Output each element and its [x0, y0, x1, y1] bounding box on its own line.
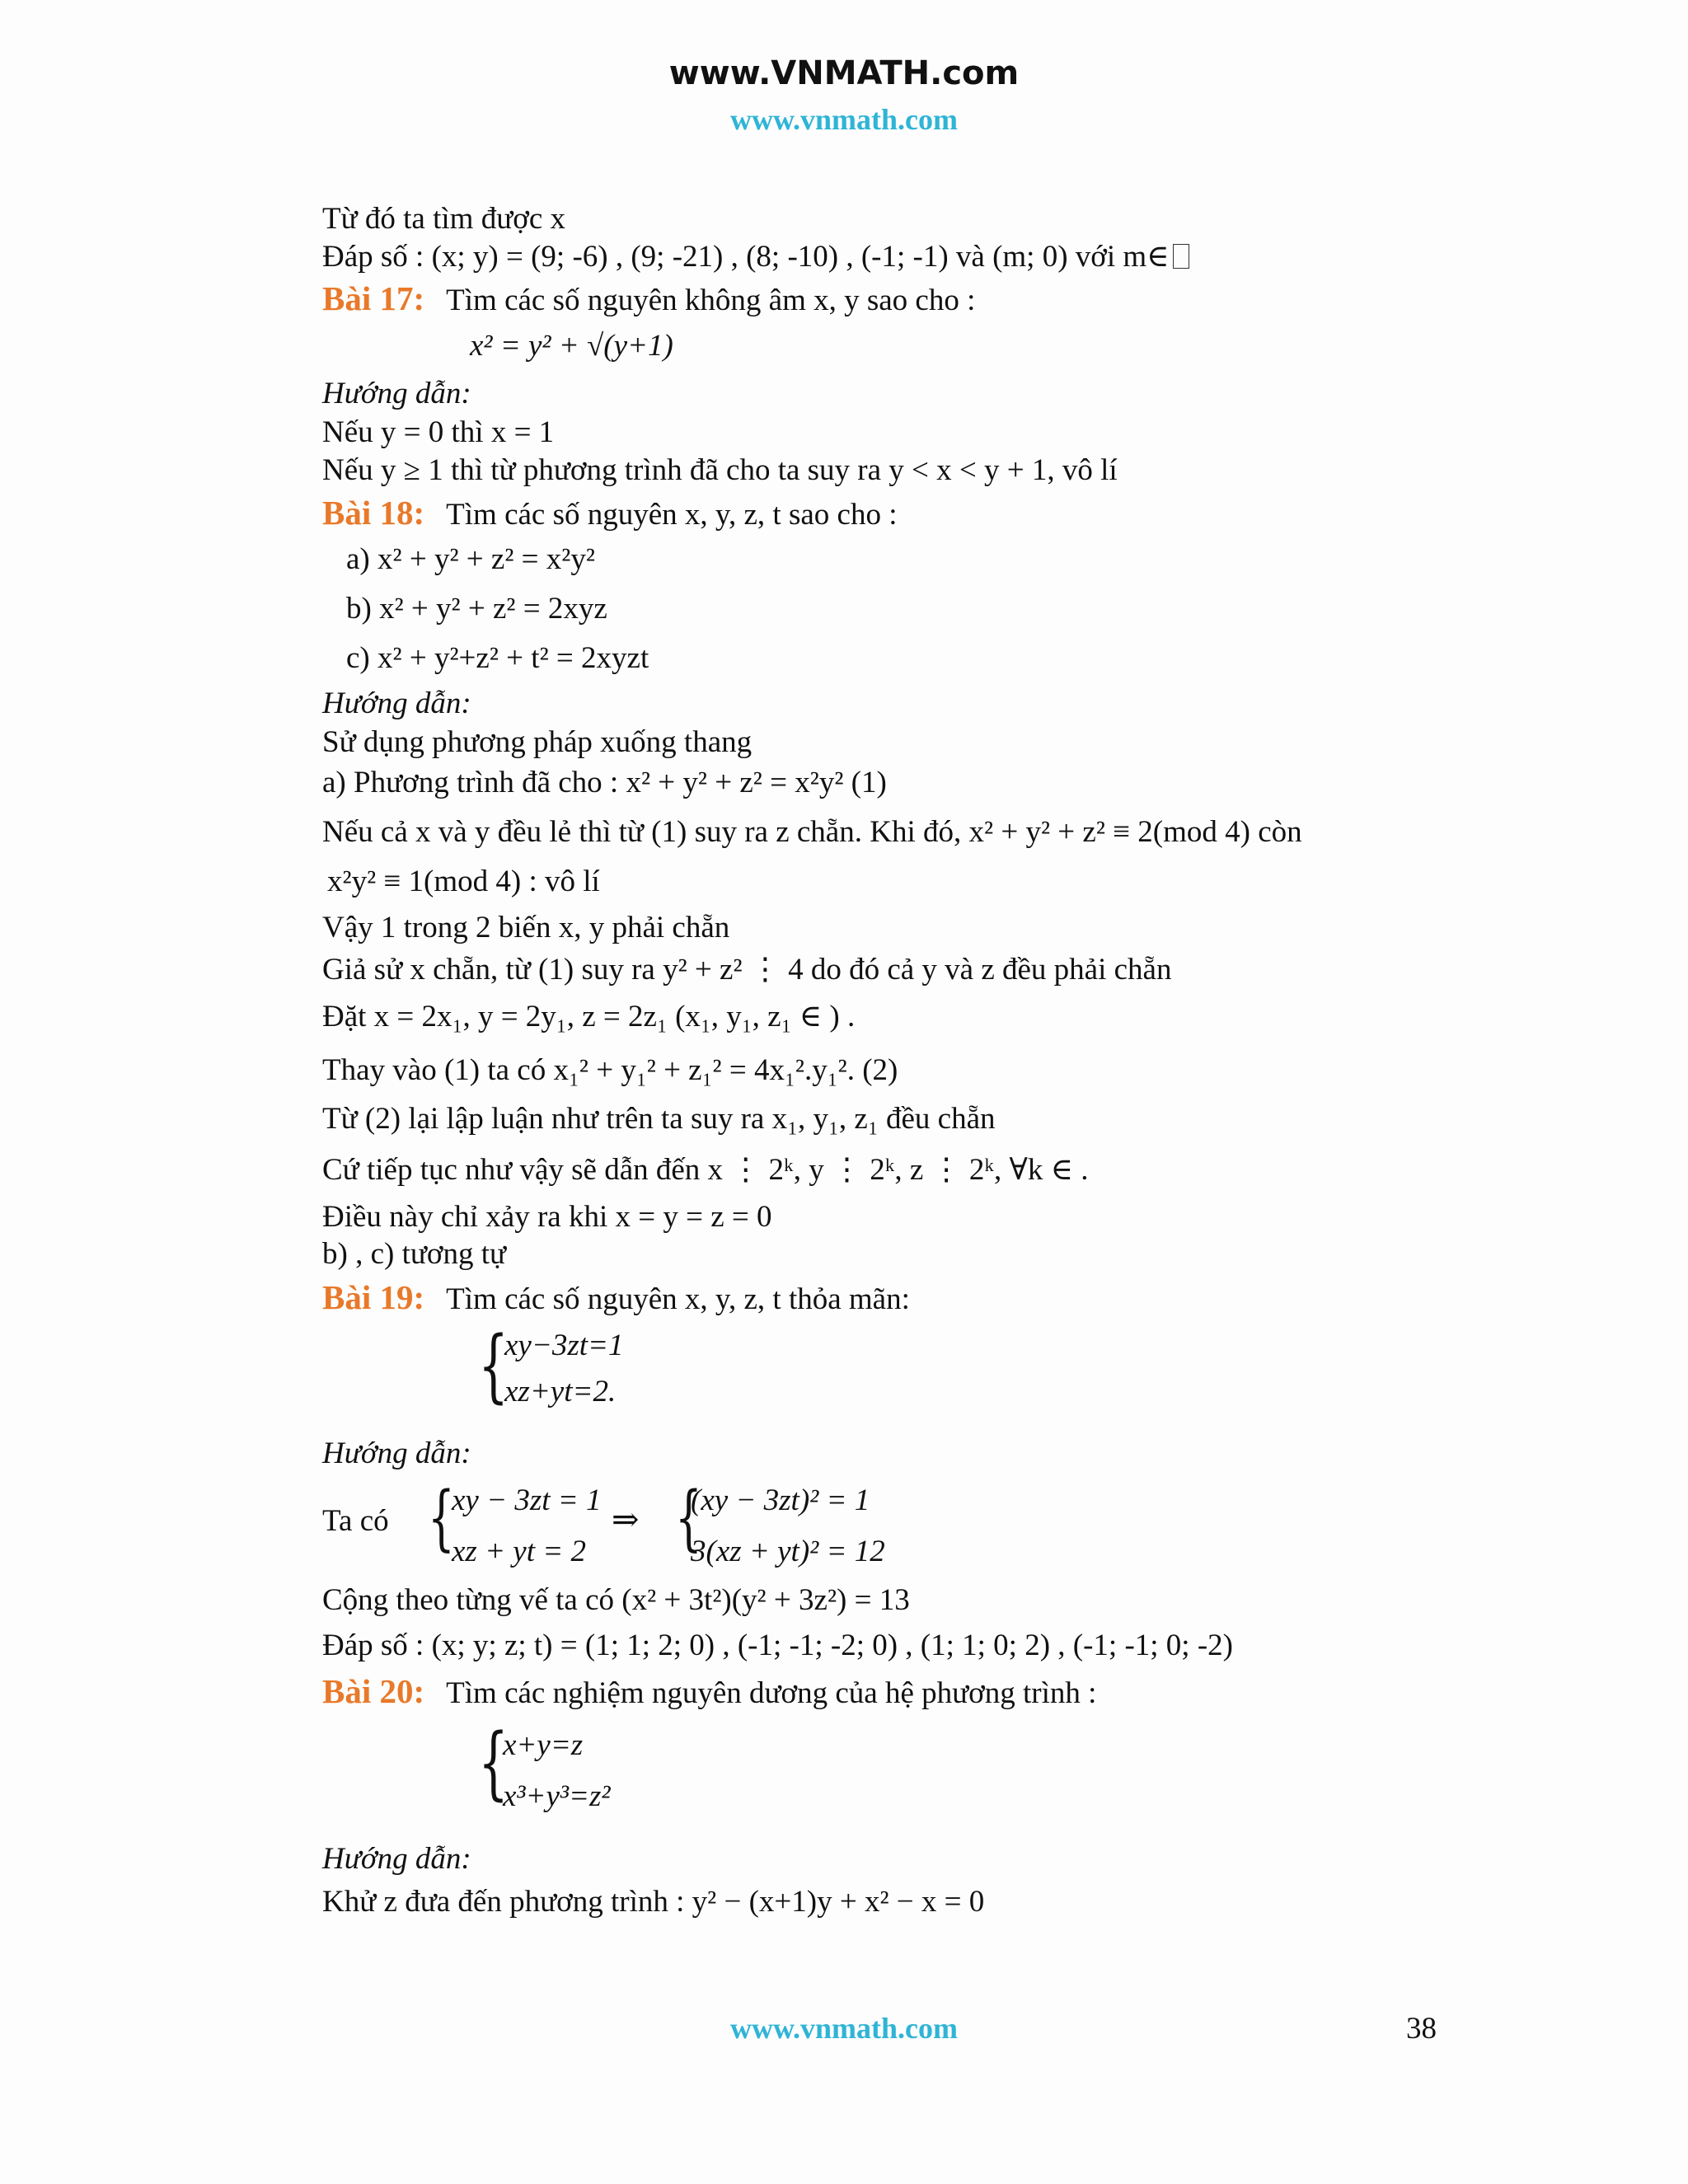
text-line: Khử z đưa đến phương trình : y² − (x+1)y + x² − x = 0 — [322, 1885, 985, 1919]
text-line: Giả sử x chẵn, từ (1) suy ra y² + z² ⋮ 4 do đó cả y và z đều phải chẵn — [322, 953, 1172, 987]
left-brace-icon: { — [427, 1477, 455, 1559]
equation-c: c) x² + y²+z² + t² = 2xyzt — [346, 641, 649, 675]
bai-18-label: Bài 18: — [322, 494, 425, 532]
text-line: Nếu y ≥ 1 thì từ phương trình đã cho ta suy ra y < x < y + 1, vô lí — [322, 453, 1118, 487]
footer-url[interactable]: www.vnmath.com — [730, 2012, 958, 2045]
equation-a: a) x² + y² + z² = x²y² — [346, 542, 595, 576]
text-line: Nếu y = 0 thì x = 1 — [322, 415, 555, 449]
site-brand: www.VNMATH.com — [668, 54, 1020, 92]
hint-heading: Hướng dẫn: — [322, 1436, 471, 1470]
system-line: xy − 3zt = 1 — [452, 1483, 602, 1517]
system-line: 3(xz + yt)² = 12 — [691, 1535, 885, 1568]
bai-17-heading: Bài 17: Tìm các số nguyên không âm x, y sao cho : — [322, 279, 976, 317]
bai-20-system — [468, 1717, 611, 1813]
text-line: b) , c) tương tự — [322, 1237, 507, 1271]
text-line: a) Phương trình đã cho : x² + y² + z² = x²y² (1) — [322, 766, 887, 799]
text-line: Đặt x = 2x₁, y = 2y₁, z = 2z₁ (x₁, y₁, z₁ ∈ ) . — [322, 1000, 856, 1033]
text-line: Điều này chỉ xảy ra khi x = y = z = 0 — [322, 1200, 772, 1234]
text-line: x²y² ≡ 1(mod 4) : vô lí — [327, 865, 600, 898]
text-line: Đáp số : (x; y; z; t) = (1; 1; 2; 0) , (-1; -1; -2; 0) , (1; 1; 0; 2) , (-1; -1; 0; -2) — [322, 1629, 1233, 1662]
text-line: Vậy 1 trong 2 biến x, y phải chẵn — [322, 911, 730, 944]
hint-heading: Hướng dẫn: — [322, 377, 471, 410]
bai-20-label: Bài 20: — [322, 1672, 425, 1710]
system-line: (xy − 3zt)² = 1 — [691, 1483, 870, 1517]
ta-co-system-right — [666, 1475, 885, 1568]
site-url[interactable]: www.vnmath.com — [730, 103, 958, 136]
left-brace-icon: { — [674, 1477, 702, 1559]
bai-18-heading: Bài 18: Tìm các số nguyên x, y, z, t sao cho : — [322, 494, 898, 532]
hint-heading: Hướng dẫn: — [322, 1842, 471, 1876]
system-line: xz + yt = 2 — [452, 1535, 586, 1568]
system-line: xy−3zt=1 — [504, 1329, 624, 1362]
hint-heading: Hướng dẫn: — [322, 687, 471, 720]
text-line: Cứ tiếp tục như vậy sẽ dẫn đến x ⋮ 2ᵏ, y ⋮ 2ᵏ, z ⋮ 2ᵏ, ∀k ∈ . — [322, 1153, 1089, 1187]
bai-19-heading: Bài 19: Tìm các số nguyên x, y, z, t thỏa mãn: — [322, 1278, 910, 1316]
left-brace-icon: { — [478, 1319, 509, 1412]
bai-19-system — [468, 1319, 624, 1412]
system-line: x+y=z — [503, 1728, 584, 1762]
ta-co-system-left — [419, 1475, 602, 1568]
text-line: Đáp số : (x; y) = (9; -6) , (9; -21) , (8; -10) , (-1; -1) và (m; 0) với m∈ — [322, 239, 1189, 275]
text-line: Thay vào (1) ta có x₁² + y₁² + z₁² = 4x₁².y₁². (2) — [322, 1053, 898, 1087]
text-line: Nếu cả x và y đều lẻ thì từ (1) suy ra z chẵn. Khi đó, x² + y² + z² ≡ 2(mod 4) còn — [322, 815, 1302, 849]
bai-17-label: Bài 17: — [322, 279, 425, 317]
page-number: 38 — [1406, 2012, 1437, 2046]
text-line: Sử dụng phương pháp xuống thang — [322, 725, 753, 759]
system-line: xz+yt=2. — [504, 1375, 617, 1408]
text-line: Cộng theo từng vế ta có (x² + 3t²)(y² + 3z²) = 13 — [322, 1583, 910, 1617]
bai-17-equation: x² = y² + √(y+1) — [470, 329, 673, 363]
text-line: Ta có — [322, 1504, 389, 1538]
bai-20-heading: Bài 20: Tìm các nghiệm nguyên dương của hệ phương trình : — [322, 1672, 1097, 1710]
system-line: x³+y³=z² — [503, 1779, 611, 1813]
bai-19-label: Bài 19: — [322, 1278, 425, 1316]
text-line: Từ (2) lại lập luận như trên ta suy ra x₁, y₁, z₁ đều chẵn — [322, 1102, 996, 1136]
text-line: Từ đó ta tìm được x — [322, 202, 565, 236]
left-brace-icon: { — [478, 1717, 509, 1809]
implies-arrow: ⇒ — [612, 1501, 640, 1538]
equation-b: b) x² + y² + z² = 2xyz — [346, 592, 607, 626]
